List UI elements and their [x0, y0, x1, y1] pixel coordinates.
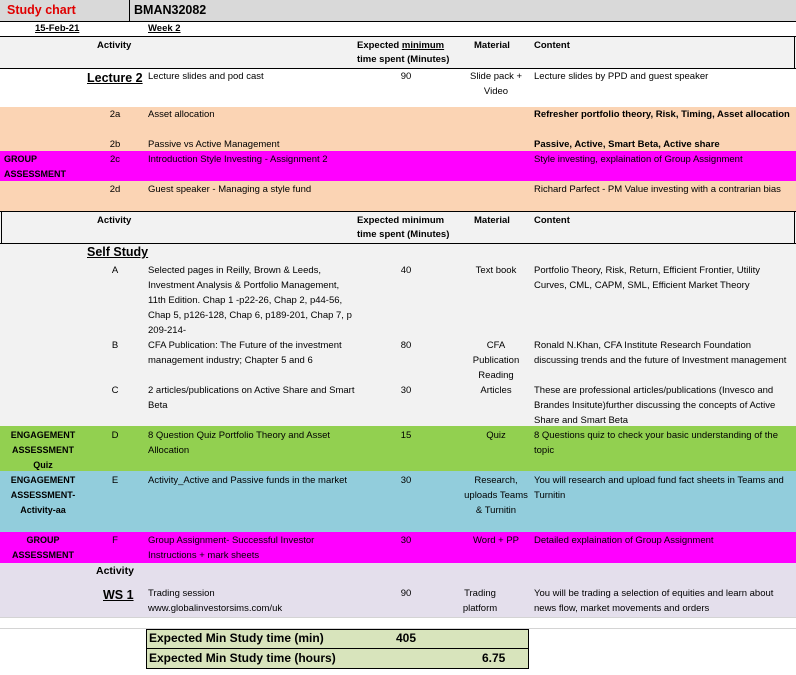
- row-2b-activity: Passive vs Active Management: [148, 139, 280, 150]
- row-f-id: F: [112, 535, 118, 546]
- row-a-content: Portfolio Theory, Risk, Return, Efficient Frontier, Utility Curves, CML, CAPM, SML, Efficient Market Theory: [534, 265, 760, 291]
- row-e-group: ENGAGEMENT ASSESSMENT- Activity-aa: [10, 475, 76, 515]
- row-a-id: A: [111, 265, 119, 276]
- row-c-material: Reading Articles: [478, 370, 514, 396]
- row-c-activity: 2 articles/publications on Active Share and Smart Beta: [148, 385, 355, 411]
- header-row: [0, 0, 796, 21]
- ws-material: Trading platform: [462, 588, 498, 614]
- col-time: Expected minimum: [357, 40, 445, 51]
- row-d-id: D: [111, 430, 119, 441]
- ws-activity-label: Activity: [96, 565, 134, 577]
- week-cell: Week 2: [148, 23, 181, 34]
- row-2c-activity: Introduction Style Investing - Assignment 2: [148, 154, 328, 165]
- row-2d-id: 2d: [109, 184, 121, 195]
- row-d-group: ENGAGEMENT ASSESSMENT Quiz: [10, 430, 76, 470]
- row-b-id: B: [111, 340, 119, 351]
- row-f-material: Word + PP: [472, 535, 520, 546]
- ws-activity-2: www.globalinvestorsims.com/uk: [148, 603, 283, 614]
- sheet-title: Study chart: [7, 3, 76, 17]
- col2-activity: Activity: [97, 215, 132, 226]
- row-2d-activity: Guest speaker - Managing a style fund: [148, 184, 312, 195]
- row-a-minutes: 40: [400, 265, 412, 276]
- col-content: Content: [534, 40, 570, 51]
- row-2c-content: Style investing, explaination of Group Assignment: [534, 154, 743, 165]
- row-f-group: GROUP ASSESSMENT: [11, 535, 74, 560]
- col-activity: Activity: [97, 40, 132, 51]
- col2-time: Expected minimum: [357, 215, 445, 226]
- row-2b-id: 2b: [109, 139, 121, 150]
- lecture-label: Lecture 2: [87, 71, 143, 85]
- row-e-activity: Activity_Active and Passive funds in the market: [148, 475, 348, 486]
- ws-minutes: 90: [400, 588, 412, 599]
- summary-min-value: 405: [396, 631, 417, 645]
- date-row: [0, 21, 796, 37]
- row-a-material: Text book: [475, 265, 517, 276]
- row-2c-group: GROUP ASSESSMENT: [4, 154, 67, 179]
- summary-hours-value: 6.75: [482, 651, 506, 665]
- row-e-id: E: [111, 475, 119, 486]
- row-b-content: Ronald N.Khan, CFA Institute Research Foundation discussing trends and the future of Investment management: [534, 340, 787, 366]
- date-cell: 15-Feb-21: [35, 23, 80, 34]
- col2-content: Content: [534, 215, 570, 226]
- ws-label: WS 1: [103, 588, 134, 602]
- row-d-activity: 8 Question Quiz Portfolio Theory and Asset Allocation: [148, 430, 331, 456]
- row-d-minutes: 15: [400, 430, 412, 441]
- col2-material: Material: [474, 215, 510, 226]
- row-a-activity: Selected pages in Reilly, Brown & Leeds, Investment Analysis & Portfolio Management, 11th Edition. Chap 1 -p22-26, Chap 2, p44-56, Chap 5, p126-128, Chap 6, p189-201, Chap 7, p 209-214-: [148, 265, 352, 336]
- summary-hours-label: Expected Min Study time (hours): [149, 651, 336, 665]
- row-2d-content: Richard Parfect - PM Value investing with a contrarian bias: [534, 184, 781, 195]
- col2-time-line2: time spent (Minutes): [357, 229, 450, 240]
- row-d-material: Quiz: [486, 430, 506, 441]
- summary-min-label: Expected Min Study time (min): [149, 631, 324, 645]
- self-study-label: Self Study: [87, 245, 149, 259]
- row-f-minutes: 30: [400, 535, 412, 546]
- row-b-minutes: 80: [400, 340, 412, 351]
- lecture-content: Lecture slides by PPD and guest speaker: [534, 71, 709, 82]
- row-f-content: Detailed explaination of Group Assignment: [534, 535, 714, 546]
- row-e-minutes: 30: [400, 475, 412, 486]
- lecture-activity: Lecture slides and pod cast: [148, 71, 264, 82]
- row-c-id: C: [111, 385, 119, 396]
- ws-content: You will be trading a selection of equities and learn about news flow, market movements and orders: [534, 588, 774, 614]
- lecture-material: Slide pack + Video: [469, 71, 523, 97]
- row-b-material: CFA Publication: [472, 340, 520, 366]
- ws-activity-1: Trading session: [148, 588, 215, 599]
- row-e-content: You will research and upload fund fact sheets in Teams and Turnitin: [534, 475, 784, 501]
- row-b-activity: CFA Publication: The Future of the investment management industry; Chapter 5 and 6: [148, 340, 342, 366]
- row-2b-content: Passive, Active, Smart Beta, Active share: [534, 139, 720, 150]
- row-2a-id: 2a: [109, 109, 121, 120]
- row-d-content: 8 Questions quiz to check your basic understanding of the topic: [534, 430, 778, 456]
- row-f-activity: Group Assignment- Successful Investor Instructions + mark sheets: [148, 535, 315, 561]
- row-e-material: Research, uploads Teams & Turnitin: [464, 475, 528, 516]
- course-code: BMAN32082: [134, 3, 207, 17]
- row-2a-activity: Asset allocation: [148, 109, 215, 120]
- row-2c-id: 2c: [109, 154, 121, 165]
- row-c-minutes: 30: [400, 385, 412, 396]
- row-2a-content: Refresher portfolio theory, Risk, Timing, Asset allocation: [534, 109, 790, 120]
- lecture-minutes: 90: [400, 71, 412, 82]
- col-time-line2: time spent (Minutes): [357, 54, 450, 65]
- row-c-content: These are professional articles/publications (Invesco and Brandes Insitute)further discussing the concepts of Active Share and Smart Beta: [534, 385, 776, 426]
- col-material: Material: [474, 40, 510, 51]
